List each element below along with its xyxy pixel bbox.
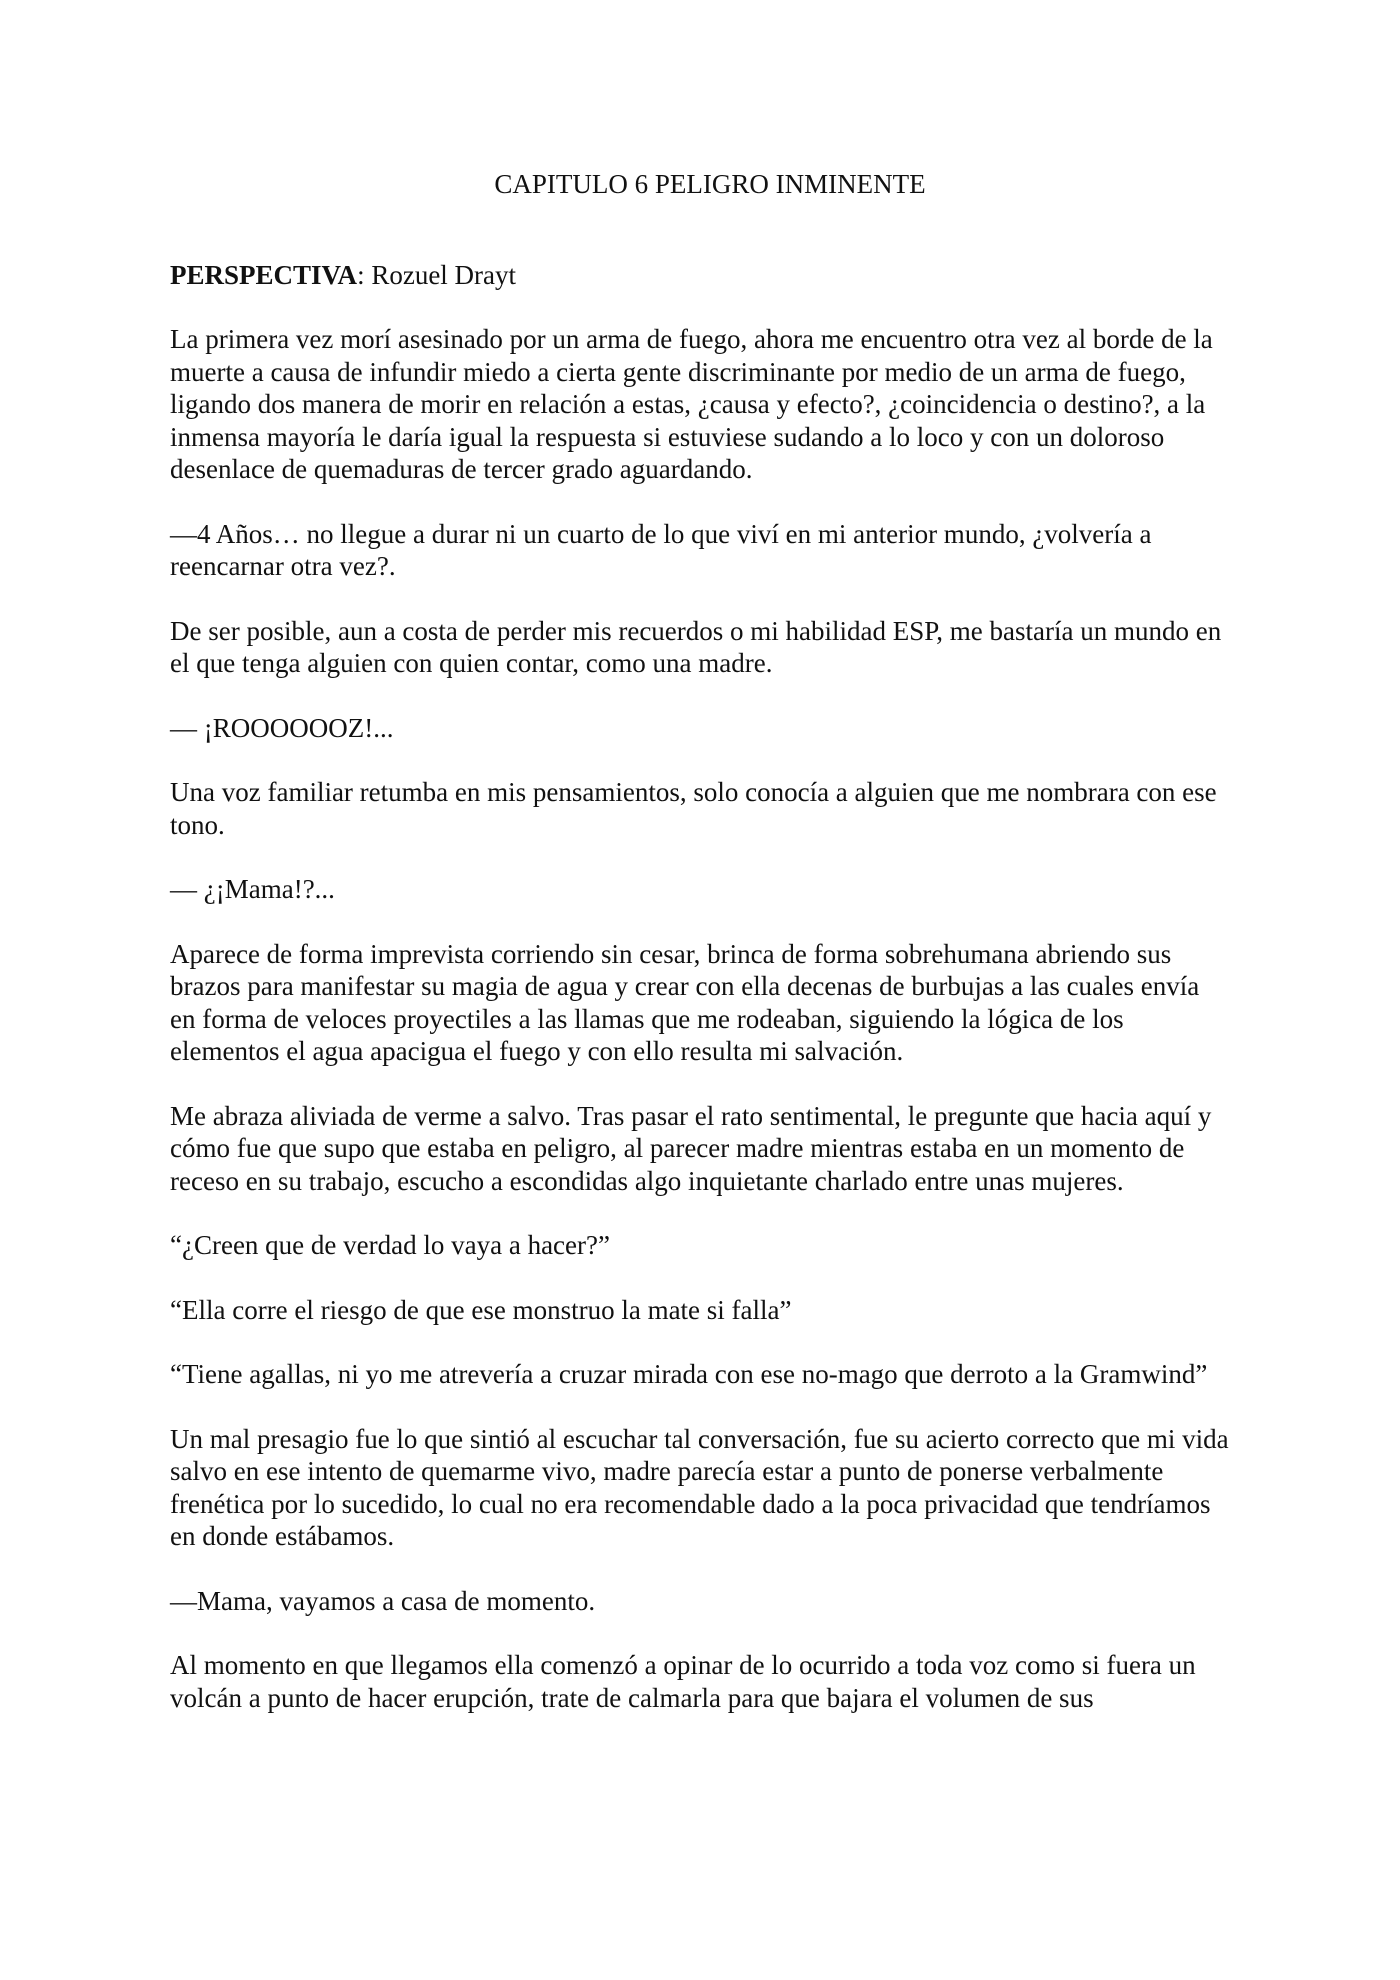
perspective-label: PERSPECTIVA <box>170 259 358 290</box>
perspective-line <box>170 259 1230 292</box>
paragraph: Un mal presagio fue lo que sintió al escuchar tal conversación, fue su acierto correcto que mi vida salvo en ese intento de quemarme vivo, madre parecía estar a punto de ponerse verbalmente frenética por lo sucedido, lo cual no era recomendable dado a la poca privacidad que tendríamos en donde estábamos. <box>170 1423 1229 1551</box>
paragraph: La primera vez morí asesinado por un arma de fuego, ahora me encuentro otra vez al borde de la muerte a causa de infundir miedo a cierta gente discriminante por medio de un arma de fuego, ligando dos manera de morir en relación a estas, ¿causa y efecto?, ¿coincidencia o destino?, a la inmensa mayoría le daría igual la respuesta si estuviese sudando a lo loco y con un doloroso desenlace de quemaduras de tercer grado aguardando. <box>170 324 1213 484</box>
paragraph: Una voz familiar retumba en mis pensamientos, solo conocía a alguien que me nombrara con ese tono. <box>170 777 1217 840</box>
document-page <box>170 168 1230 1746</box>
paragraph: Me abraza aliviada de verme a salvo. Tras pasar el rato sentimental, le pregunte que hacia aquí y cómo fue que supo que estaba en peligro, al parecer madre mientras estaba en un momento de receso en su trabajo, escucho a escondidas algo inquietante charlado entre unas mujeres. <box>170 1100 1212 1196</box>
paragraph: “Ella corre el riesgo de que ese monstruo la mate si falla” <box>170 1294 792 1325</box>
perspective-separator: : <box>357 259 372 290</box>
paragraph: — ¡ROOOOOOZ!... <box>170 712 394 743</box>
paragraph: “¿Creen que de verdad lo vaya a hacer?” <box>170 1230 610 1260</box>
paragraph: De ser posible, aun a costa de perder mis recuerdos o mi habilidad ESP, me bastaría un mundo en el que tenga alguien con quien contar, como una madre. <box>170 615 1222 678</box>
paragraph: “Tiene agallas, ni yo me atrevería a cruzar mirada con ese no-mago que derroto a la Gramwind” <box>170 1359 1208 1389</box>
chapter-title: CAPITULO 6 PELIGRO INMINENTE <box>494 169 926 199</box>
paragraph: — ¿¡Mama!?... <box>170 874 335 904</box>
perspective-value: Rozuel Drayt <box>371 259 517 290</box>
paragraph: —Mama, vayamos a casa de momento. <box>170 1585 596 1616</box>
paragraph: Aparece de forma imprevista corriendo sin cesar, brinca de forma sobrehumana abriendo sus brazos para manifestar su magia de agua y crear con ella decenas de burbujas a las cuales envía en forma de veloces proyectiles a las llamas que me rodeaban, siguiendo la lógica de los elementos el agua apacigua el fuego y con ello resulta mi salvación. <box>170 938 1200 1066</box>
paragraph: —4 Años… no llegue a durar ni un cuarto de lo que viví en mi anterior mundo, ¿volvería a reencarnar otra vez?. <box>170 518 1152 581</box>
paragraph: Al momento en que llegamos ella comenzó a opinar de lo ocurrido a toda voz como si fuera un volcán a punto de hacer erupción, trate de calmarla para que bajara el volumen de sus <box>170 1650 1196 1713</box>
